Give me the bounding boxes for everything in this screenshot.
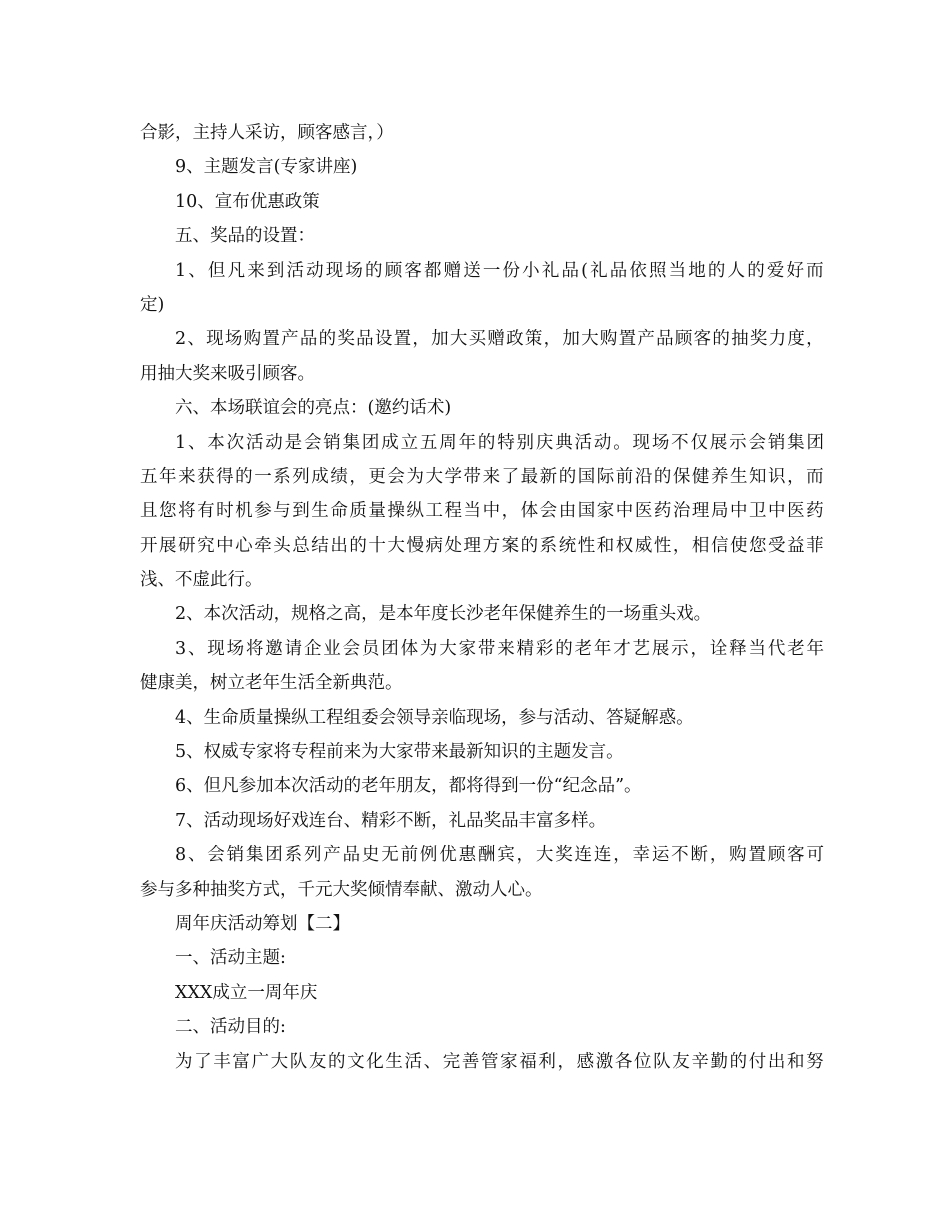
text-line: 二、活动目的:: [175, 1017, 286, 1038]
text-line: 7、活动现场好戏连台、精彩不断，礼品奖品丰富多样。: [175, 810, 607, 831]
text-line: 周年庆活动筹划【二】: [175, 913, 350, 934]
text-line: 5、权威专家将专程前来为大家带来最新知识的主题发言。: [175, 742, 624, 763]
text-line: 五、奖品的设置：: [175, 226, 315, 247]
text-line: 且 您 将 有 时 机 参 与 到 生 命 质 量 操 纵 工 程 当 中 ， 体 会 由 国 家 中 医 药 治 理 局 中 卫 中 医 药: [140, 501, 824, 522]
text-line: 6、但凡参加本次活动的老年朋友，都将得到一份“纪念品”。: [175, 776, 642, 797]
text-line: 2 、 现 场 购 置 产 品 的 奖 品 设 置 ， 加 大 买 赠 政 策 ， 加 大 购 置 产 品 顾 客 的 抽 奖 力 度 ，: [175, 329, 824, 350]
text-line: 1 、 但 凡 来 到 活 动 现 场 的 顾 客 都 赠 送 一 份 小 礼 品 ( 礼 品 依 照 当 地 的 人 的 爱 好 而: [175, 260, 824, 281]
text-line: 参与多种抽奖方式，千元大奖倾情奉献、激动人心。: [140, 879, 543, 900]
text-line: 六、本场联谊会的亮点：(邀约话术): [175, 398, 452, 419]
text-line: XXX成立一周年庆: [175, 982, 318, 1003]
text-line: 4、生命质量操纵工程组委会领导亲临现场，参与活动、答疑解惑。: [175, 707, 694, 728]
text-line: 健康美，树立老年生活全新典范。: [140, 673, 403, 694]
text-line: 1 、 本 次 活 动 是 会 销 集 团 成 立 五 周 年 的 特 别 庆 典 活 动 。 现 场 不 仅 展 示 会 销 集 团: [175, 432, 824, 453]
text-line: 8 、 会 销 集 团 系 列 产 品 史 无 前 例 优 惠 酬 宾 ， 大 奖 连 连 ， 幸 运 不 断 ， 购 置 顾 客 可: [175, 845, 824, 866]
text-line: 开 展 研 究 中 心 牵 头 总 结 出 的 十 大 慢 病 处 理 方 案 的 系 统 性 和 权 威 性 ， 相 信 使 您 受 益 菲: [140, 535, 824, 556]
text-line: 10、宣布优惠政策: [175, 191, 320, 212]
text-line: 浅、不虚此行。: [140, 570, 263, 591]
text-line: 为 了 丰 富 广 大 队 友 的 文 化 生 活 、 完 善 管 家 福 利 ， 感 激 各 位 队 友 辛 勤 的 付 出 和 努: [175, 1051, 824, 1072]
text-line: 3 、 现 场 将 邀 请 企 业 会 员 团 体 为 大 家 带 来 精 彩 的 老 年 才 艺 展 示 ， 诠 释 当 代 老 年: [175, 638, 824, 659]
text-line: 定): [140, 294, 165, 315]
text-line: 一、活动主题:: [175, 948, 286, 969]
text-line: 9、主题发言(专家讲座): [175, 157, 358, 178]
text-line: 用抽大奖来吸引顾客。: [140, 363, 315, 384]
text-line: 合影，主持人采访，顾客感言，）: [140, 123, 394, 143]
document-body: [140, 116, 824, 1079]
text-line: 五 年 来 获 得 的 一 系 列 成 绩 ， 更 会 为 大 学 带 来 了 最 新 的 国 际 前 沿 的 保 健 养 生 知 识 ， 而: [140, 466, 824, 487]
text-line: 2、本次活动，规格之高，是本年度长沙老年保健养生的一场重头戏。: [175, 604, 712, 625]
